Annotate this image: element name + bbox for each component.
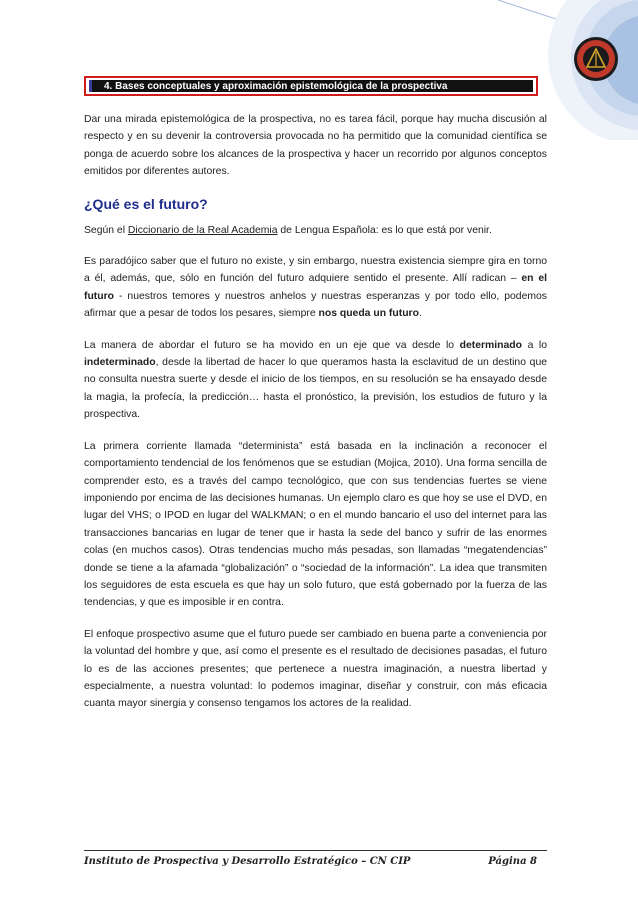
- page-number: Página 8: [488, 856, 537, 867]
- approach-paragraph: La manera de abordar el futuro se ha movido en un eje que va desde lo determinado a lo indeterminado, desde la libertad de hacer lo que queramos hasta la esclavitud de un destino que no consulta nuestra suerte y desde el inicio de los tiempos, en su resolución se ha ensayado desde la magia, la profecía, la predicción… hasta el pronóstico, la previsión, los estudios de futuro y la prospectiva.: [84, 339, 548, 421]
- prospective-paragraph: El enfoque prospectivo asume que el futuro puede ser cambiado en buena parte a conveniencia por la voluntad del hombre y que, así como el presente es el resultado de decisiones pasadas, el futuro lo es de las acciones presentes; que pertenece a nuestra imaginación, a nuestra libertad y especialmente, a nuestra voluntad: lo podemos imaginar, diseñar y construir, con más eficacia cuanta mayor sinergia y consenso tengamos los actores de la realidad.: [84, 628, 547, 710]
- dictionary-link[interactable]: Diccionario de la Real Academia: [127, 224, 278, 236]
- footer-institute: Instituto de Prospectiva y Desarrollo Estratégico – CN CIP: [84, 856, 411, 867]
- page-footer: [84, 850, 547, 867]
- institute-emblem-icon: [574, 37, 618, 81]
- document-body: [84, 111, 547, 727]
- paradox-paragraph: Es paradójico saber que el futuro no existe, y sin embargo, nuestra existencia siempre gira en torno a él, además, que, sólo en función del futuro adquiere sentido el presente. Allí radican – en el futuro - nuestros temores y nuestros anhelos y nuestras esperanzas y por todo ello, podemos afirmar que a pesar de todos los pesares, siempre nos queda un futuro.: [84, 256, 547, 320]
- future-heading: ¿Qué es el futuro?: [84, 195, 208, 212]
- section-title: 4. Bases conceptuales y aproximación epistemológica de la prospectiva: [89, 80, 533, 92]
- definition-paragraph: Según el Diccionario de la Real Academia de Lengua Española: es lo que está por venir.: [84, 224, 492, 236]
- determinist-paragraph: La primera corriente llamada “determinista” está basada en la inclinación a reconocer el comportamiento tendencial de los fenómenos que se estudian (Mojica, 2010). Una forma sencilla de comprender esto, es a través del campo tecnológico, que con sus tendencias fuertes se viene imponiendo por encima de las decisiones humanas. Un ejemplo claro es que hoy se use el DVD, en lugar del VHS; o IPOD en lugar del WALKMAN; o en el mundo bancario el uso del internet para las transacciones bancarias en lugar de tener que ir hasta la sede del banco y sufrir de las enormes colas (en muchos casos). Otras tendencias mucho más pesadas, son llamadas “megatendencias” donde se tiene a la afamada “globalización” o “sociedad de la información”. La idea que transmiten los seguidores de esta escuela es que hay un solo futuro, que está gobernado por la fuerza de las tendencias, y que es imposible ir en contra.: [84, 440, 547, 609]
- section-title-box: [84, 76, 538, 96]
- intro-paragraph: Dar una mirada epistemológica de la prospectiva, no es tarea fácil, porque hay mucha discusión al respecto y en su devenir la controversia provocada no ha permitido que la comunidad científica se ponga de acuerdo sobre los alcances de la prospectiva y hacer un recorrido por algunos conceptos emitidos por diferentes autores.: [84, 114, 547, 178]
